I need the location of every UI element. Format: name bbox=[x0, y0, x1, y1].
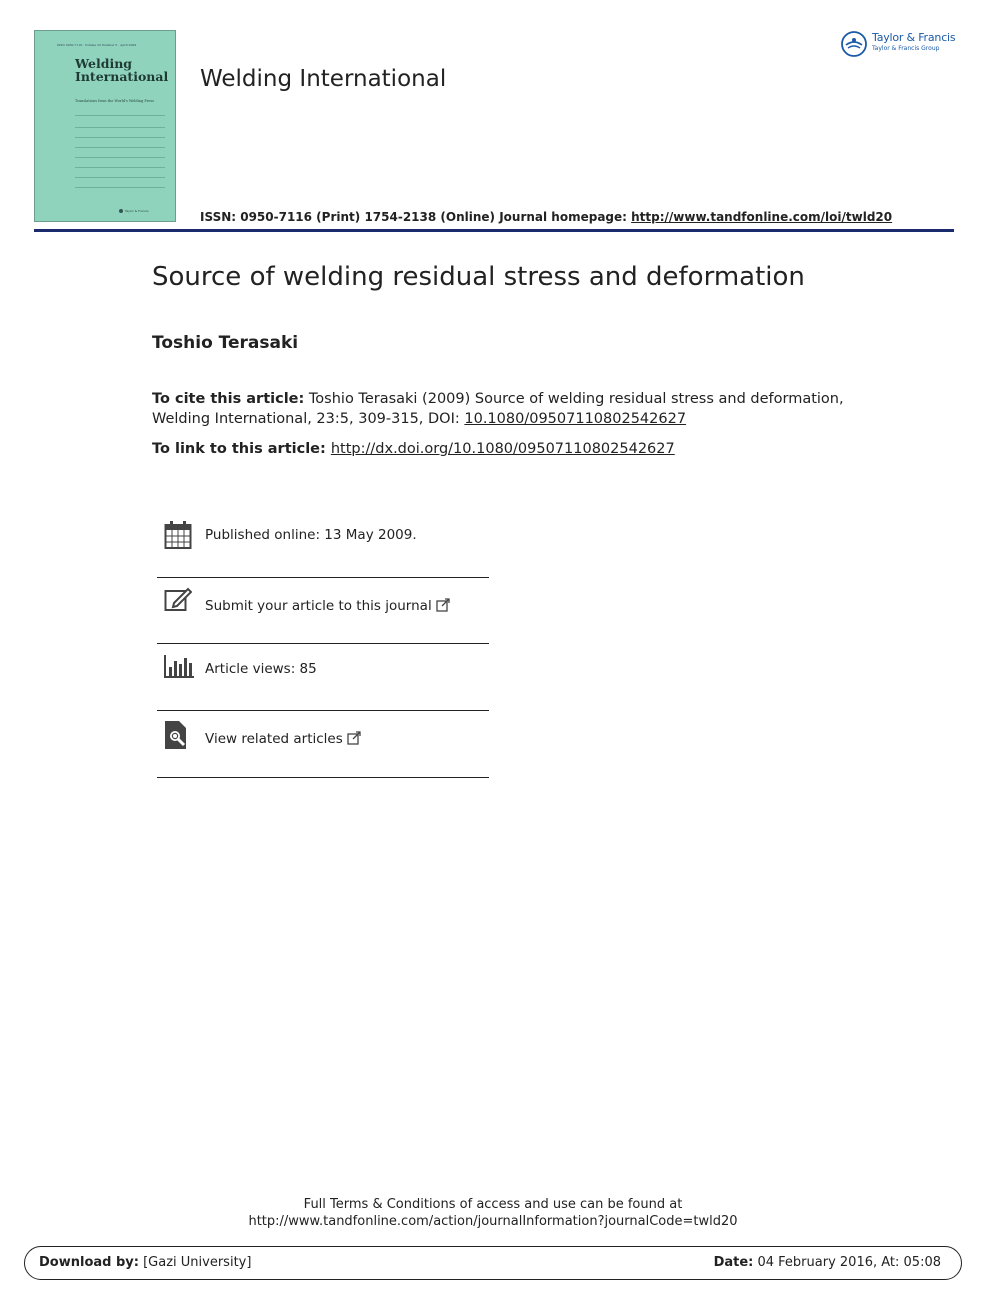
submit-article-label: Submit your article to this journal bbox=[205, 598, 432, 614]
related-articles-link[interactable] bbox=[205, 731, 361, 747]
download-institution: [Gazi University] bbox=[138, 1255, 252, 1270]
terms-notice bbox=[0, 1196, 986, 1230]
cite-label: To cite this article: bbox=[152, 391, 305, 407]
article-views: Article views: 85 bbox=[205, 661, 317, 677]
published-row bbox=[157, 518, 489, 558]
date-value: 04 February 2016, At: 05:08 bbox=[753, 1255, 941, 1270]
article-url-link[interactable]: http://dx.doi.org/10.1080/09507110802542627 bbox=[330, 441, 675, 457]
cite-text: Toshio Terasaki (2009) Source of welding residual stress and deformation, Welding International, 23:5, 309-315, DOI: bbox=[152, 391, 844, 427]
edit-icon bbox=[164, 587, 192, 613]
calendar-icon bbox=[164, 520, 192, 550]
info-divider bbox=[157, 710, 489, 711]
taylor-francis-logo-icon bbox=[840, 30, 868, 58]
terms-line: Full Terms & Conditions of access and use can be found at bbox=[303, 1197, 683, 1212]
related-row[interactable] bbox=[157, 720, 489, 760]
link-label: To link to this article: bbox=[152, 441, 331, 457]
download-info-box bbox=[24, 1246, 962, 1280]
journal-name: Welding International bbox=[200, 66, 447, 92]
article-link-line bbox=[152, 441, 675, 457]
cover-line bbox=[75, 177, 165, 178]
cover-line bbox=[75, 187, 165, 188]
info-divider bbox=[157, 643, 489, 644]
cover-title-line1: Welding bbox=[75, 56, 133, 71]
external-link-icon bbox=[347, 731, 361, 745]
info-divider bbox=[157, 777, 489, 778]
cover-line bbox=[75, 147, 165, 148]
issn-text: ISSN: 0950-7116 (Print) 1754-2138 (Online) Journal homepage: bbox=[200, 210, 632, 224]
journal-homepage-link[interactable]: http://www.tandfonline.com/loi/twld20 bbox=[631, 210, 893, 224]
article-author: Toshio Terasaki bbox=[152, 333, 299, 353]
cover-line bbox=[75, 157, 165, 158]
cover-line bbox=[75, 127, 165, 128]
cover-title-line2: International bbox=[75, 69, 169, 84]
article-title: Source of welding residual stress and deformation bbox=[152, 262, 805, 292]
cover-subtitle: Translations from the World's Welding Press bbox=[75, 99, 155, 103]
publisher-name: Taylor & Francis bbox=[872, 31, 956, 44]
views-row bbox=[157, 652, 489, 692]
bar-chart-icon bbox=[164, 654, 194, 678]
cover-logo-icon bbox=[119, 209, 123, 213]
submit-article-link[interactable] bbox=[205, 598, 450, 614]
header-divider bbox=[34, 229, 954, 232]
cover-line bbox=[75, 115, 165, 116]
download-date bbox=[714, 1255, 941, 1270]
download-by bbox=[39, 1255, 251, 1270]
journal-cover-image bbox=[34, 30, 176, 222]
issn-line bbox=[200, 210, 892, 224]
related-articles-search-icon bbox=[164, 720, 190, 750]
publisher-group: Taylor & Francis Group bbox=[872, 45, 940, 52]
citation-block bbox=[152, 389, 852, 429]
info-divider bbox=[157, 577, 489, 578]
related-articles-label: View related articles bbox=[205, 731, 343, 747]
date-label: Date: bbox=[713, 1255, 754, 1270]
external-link-icon bbox=[436, 598, 450, 612]
download-label: Download by: bbox=[39, 1255, 139, 1270]
published-date: Published online: 13 May 2009. bbox=[205, 527, 417, 543]
cover-publisher: Taylor & Francis bbox=[125, 209, 149, 213]
cover-title bbox=[75, 57, 168, 83]
cover-line bbox=[75, 137, 165, 138]
cover-line bbox=[75, 167, 165, 168]
cover-issue-text: ISSN 0950-7116 · Volume 23 Number 5 · April 2009 bbox=[57, 43, 137, 47]
terms-link[interactable]: http://www.tandfonline.com/action/journalInformation?journalCode=twld20 bbox=[248, 1214, 738, 1229]
doi-link[interactable]: 10.1080/09507110802542627 bbox=[464, 411, 687, 427]
submit-row[interactable] bbox=[157, 587, 489, 627]
